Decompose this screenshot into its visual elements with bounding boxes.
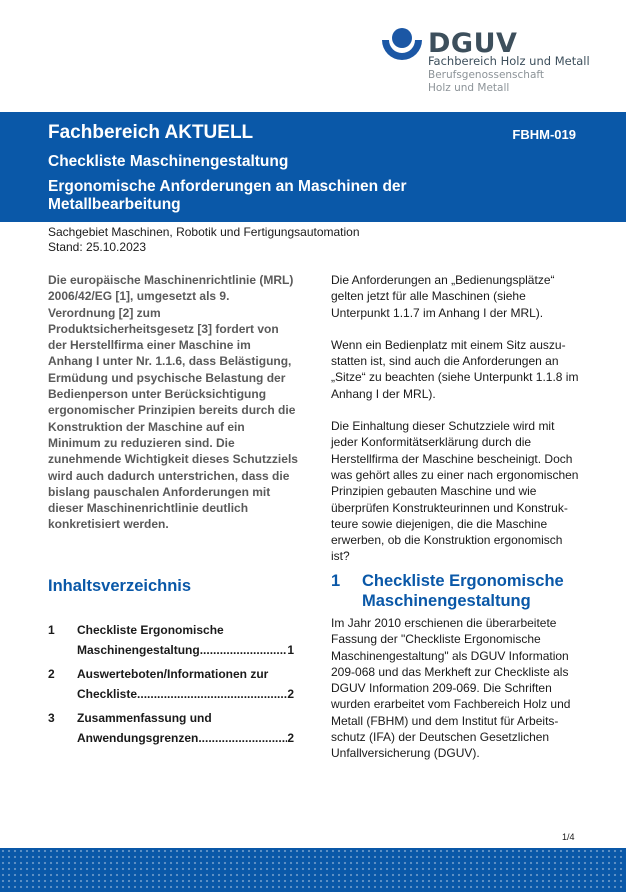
right-column [331,272,581,581]
toc-entry-page: 1 [287,643,294,657]
paragraph: Wenn ein Bedienplatz mit einem Sitz auszustatten ist, sind auch die Anforderungen an „Sitze“ zu beachten (siehe Unterpunkt 1.1.8 im Anhang I der MRL). [331,337,579,401]
toc-leader-dots [200,640,288,660]
intro-paragraph: Die europäische Maschinenrichtlinie (MRL) 2006/42/EG [1], umgesetzt als 9. Verordnung [2] zum Produktsicherheitsgesetz [3] fordert von der Herstellfirma einer Maschine im Anhang I unter Nr. 1.1.6, dass Belästigung, Ermüdung und psychische Belastung der Bedienperson unter Berücksichtigung ergonomischer Prinzipien bereits durch die Konstruktion der Maschine auf ein Minimum zu reduzieren sind. Die zunehmende Wichtigkeit dieses Schutzziels wird auch dadurch unterstrichen, dass die bislang pauschalen Anforderungen mit dieser Maschinenrichtlinie deutlich konkretisiert werden. [48,273,298,532]
toc-entry[interactable] [48,708,294,748]
toc-entry-title-end: Anwendungsgrenzen [77,731,199,745]
toc-entry-number: 1 [48,623,55,637]
toc-heading: Inhaltsverzeichnis [48,577,192,595]
header-band [0,112,626,222]
dguv-logo [380,26,620,96]
series-title: Fachbereich AKTUELL [48,122,254,143]
logo-line-3: Holz und Metall [428,82,510,94]
subject-area: Sachgebiet Maschinen, Robotik und Fertigungsautomation [48,225,360,239]
toc-entry-title-end: Maschinengestaltung [77,643,200,657]
toc-entry-page: 2 [287,731,294,745]
toc-entry-number: 2 [48,667,55,681]
paragraph: Die Einhaltung dieser Schutzziele wird mit jeder Konformitätserklärung durch die Herstellfirma der Maschine bescheinigt. Doch was gehört alles zu einer nach ergonomischen Prinzipien gebauten Maschine und wie überprüfen Konstrukteurinnen und Konstrukteure sowie diejenigen, die die Maschine erwerben, ob die Konstruktion ergonomisch ist? [331,419,579,564]
toc-entry-number: 3 [48,711,55,725]
dguv-emblem-icon [380,26,424,70]
toc-entry[interactable] [48,620,294,660]
toc-leader-dots [198,728,287,748]
logo-brand: DGUV [428,28,518,59]
logo-line-1: Fachbereich Holz und Metall [428,54,590,68]
toc-entry[interactable] [48,664,294,704]
document-meta [48,225,360,254]
toc-leader-dots [137,684,287,704]
page-number: 1/4 [562,832,575,842]
toc-entry-title-end: Checkliste [77,687,138,701]
document-title: Ergonomische Anforderungen an Maschinen der Metallbearbeitung [48,178,407,213]
table-of-contents [48,620,294,752]
left-column [48,272,298,549]
toc-entry-title-line: Auswerteboten/Informationen zur [77,667,269,681]
section-number: 1 [331,572,341,590]
footer-band [0,848,626,892]
document-number: FBHM-019 [512,127,576,142]
document-date: Stand: 25.10.2023 [48,239,147,254]
section-title: Checkliste Ergonomische Maschinengestaltung [362,572,564,610]
toc-entry-title-line: Checkliste Ergonomische [77,623,224,637]
document-subtitle: Checkliste Maschinengestaltung [48,153,289,170]
section-heading [331,571,591,611]
section-body: Im Jahr 2010 erschienen die überarbeitete Fassung der "Checkliste Ergonomische Maschinengestaltung" als DGUV Information 209-068 und das Merkheft zur Checkliste als DGUV Information 209-069. Die Schriften wurden erarbeitet vom Fachbereich Holz und Metall (FBHM) und dem Institut für Arbeitsschutz (IFA) der Deutschen Gesetzlichen Unfallversicherung (DGUV). [331,616,571,761]
logo-line-2: Berufsgenossenschaft [428,69,545,81]
toc-entry-page: 2 [287,687,294,701]
paragraph: Die Anforderungen an „Bedienungsplätze“ gelten jetzt für alle Maschinen (siehe Unterpunkt 1.1.7 im Anhang I der MRL). [331,273,555,320]
toc-entry-title-line: Zusammenfassung und [77,711,212,725]
